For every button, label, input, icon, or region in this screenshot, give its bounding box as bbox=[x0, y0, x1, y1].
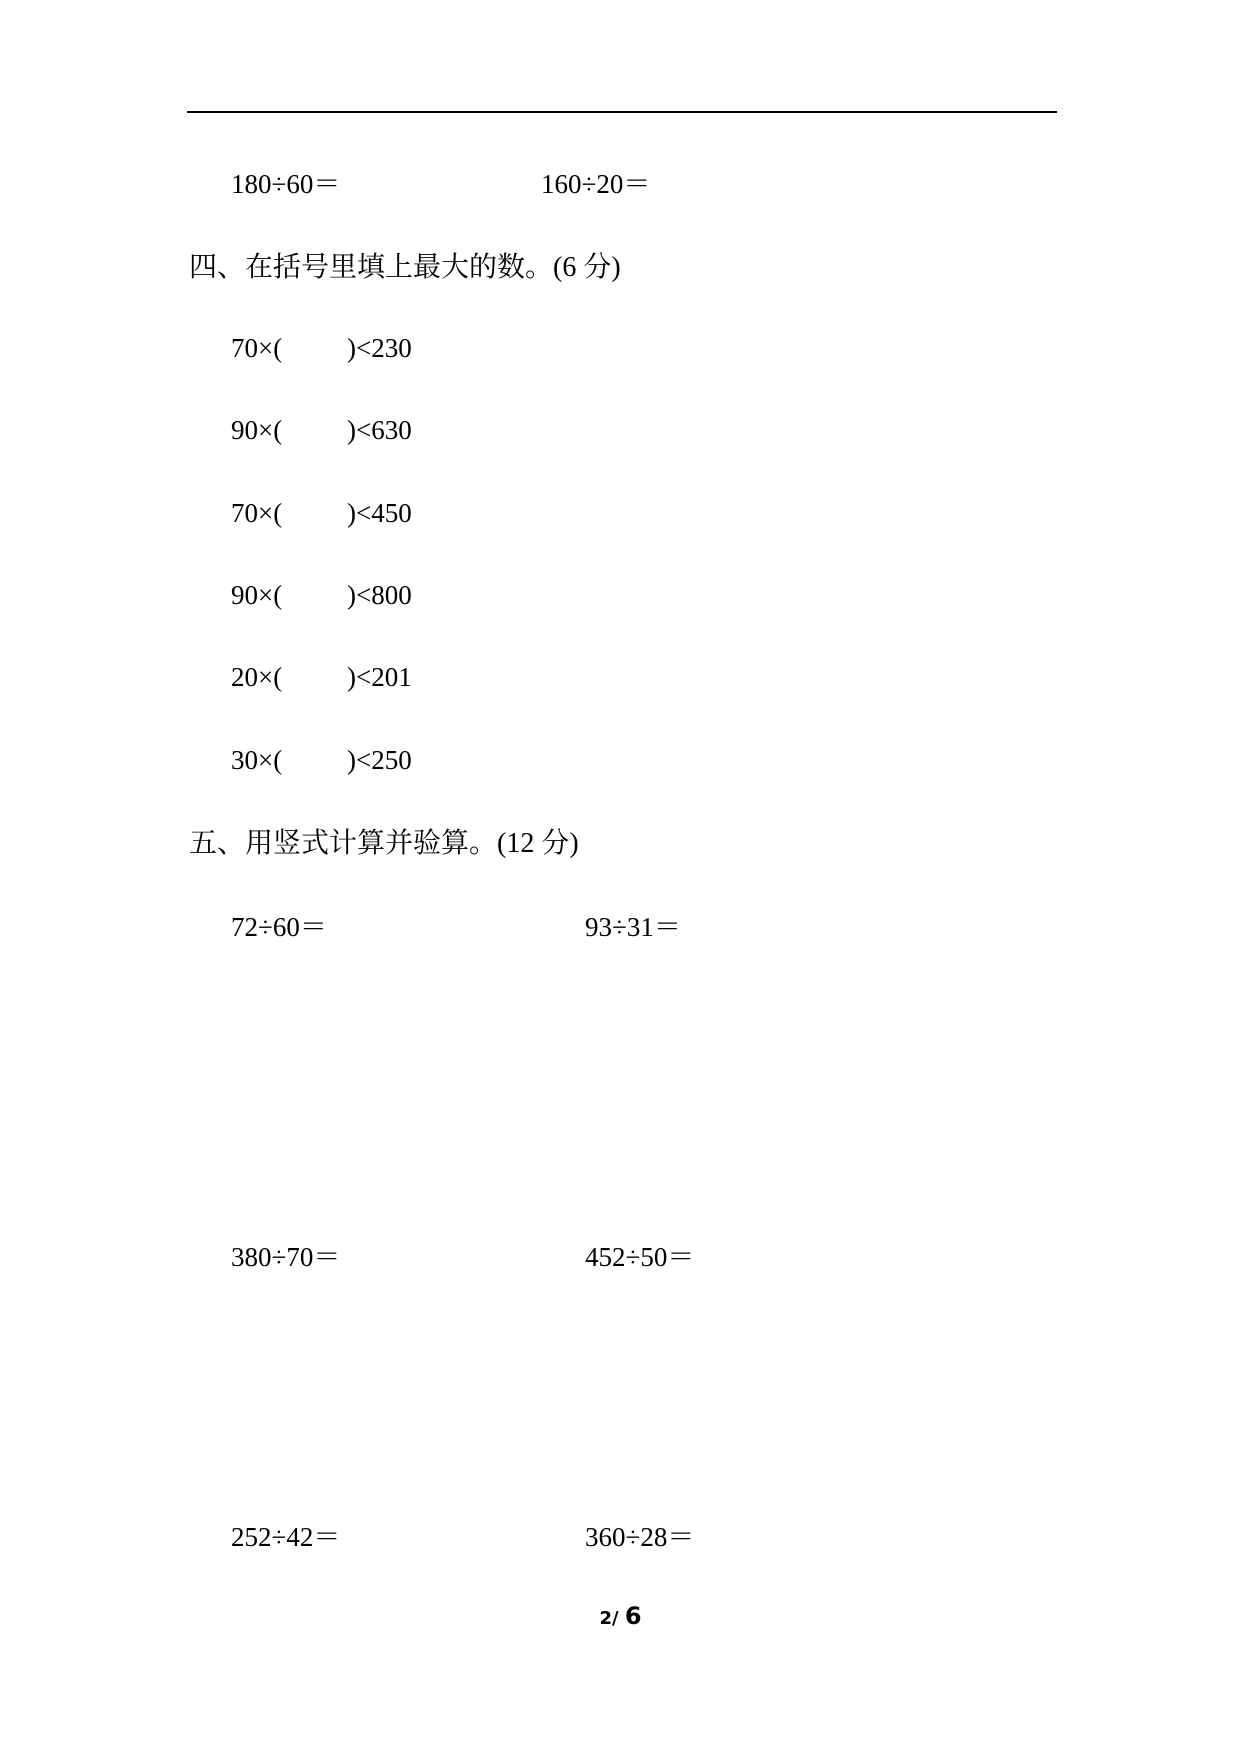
division-problem: 360÷28＝ bbox=[585, 1522, 695, 1552]
fill-row-left: 70×( bbox=[231, 498, 283, 528]
section-5-heading: 五、用竖式计算并验算。(12 分) bbox=[189, 828, 579, 859]
division-problem: 380÷70＝ bbox=[231, 1242, 341, 1272]
fill-row-left: 30×( bbox=[231, 745, 283, 775]
fill-row-left: 90×( bbox=[231, 580, 283, 610]
fill-row-right: )<450 bbox=[347, 498, 412, 528]
fill-row bbox=[231, 331, 412, 365]
page-number bbox=[0, 1604, 1241, 1631]
division-problem: 252÷42＝ bbox=[231, 1522, 341, 1552]
fill-row-right: )<201 bbox=[347, 662, 412, 692]
problem-180-div-60: 180÷60＝ bbox=[231, 169, 341, 199]
division-problem: 93÷31＝ bbox=[585, 912, 681, 942]
problem-160-div-20: 160÷20＝ bbox=[541, 169, 651, 199]
fill-row bbox=[231, 743, 412, 777]
section-4-heading: 四、在括号里填上最大的数。(6 分) bbox=[189, 252, 621, 283]
fill-row-right: )<230 bbox=[347, 333, 412, 363]
page-number-total: 6 bbox=[624, 1602, 642, 1630]
fill-row-left: 20×( bbox=[231, 662, 283, 692]
fill-row bbox=[231, 660, 412, 694]
fill-row-right: )<800 bbox=[347, 580, 412, 610]
fill-row-right: )<250 bbox=[347, 745, 412, 775]
fill-row-right: )<630 bbox=[347, 415, 412, 445]
fill-row-left: 70×( bbox=[231, 333, 283, 363]
fill-row bbox=[231, 413, 412, 447]
division-problem: 452÷50＝ bbox=[585, 1242, 695, 1272]
fill-row-left: 90×( bbox=[231, 415, 283, 445]
header-rule bbox=[187, 111, 1057, 113]
fill-row bbox=[231, 496, 412, 530]
fill-row bbox=[231, 578, 412, 612]
division-problem: 72÷60＝ bbox=[231, 912, 327, 942]
page-number-current: 2/ bbox=[599, 1608, 619, 1629]
